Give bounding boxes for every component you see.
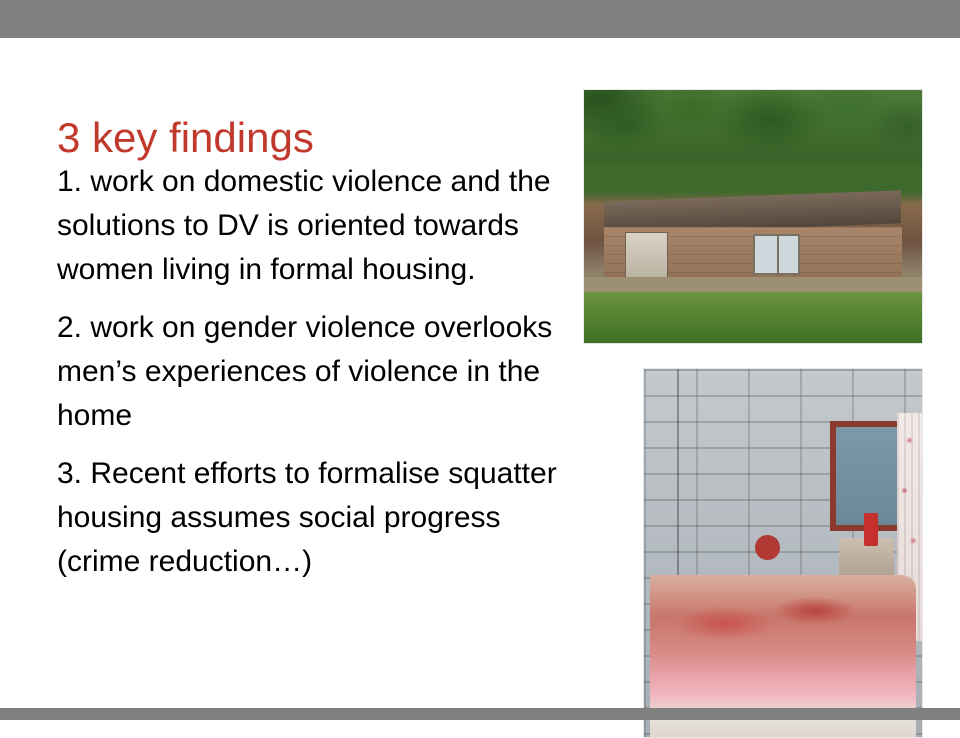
dwelling-window — [753, 234, 800, 274]
body-text-block — [57, 160, 582, 584]
page-title: 3 key findings — [57, 114, 314, 162]
finding-paragraph-1: 1. work on domestic violence and the solutions to DV is oriented towards women living in formal housing. — [57, 165, 551, 286]
informal-dwelling-photo — [583, 89, 923, 344]
bottom-accent-bar — [0, 708, 960, 720]
top-accent-bar — [0, 0, 960, 38]
dirt-ground — [584, 277, 922, 292]
bedroom-interior-photo — [643, 368, 923, 738]
tree-canopy-region — [584, 90, 922, 206]
slide-content — [0, 38, 960, 708]
finding-paragraph-3: 3. Recent efforts to formalise squatter housing assumes social progress (crime reduction…) — [57, 457, 557, 578]
grass-foreground — [584, 292, 922, 343]
bottle-object — [864, 513, 878, 546]
finding-paragraph-2: 2. work on gender violence overlooks men’s experiences of violence in the home — [57, 311, 553, 432]
